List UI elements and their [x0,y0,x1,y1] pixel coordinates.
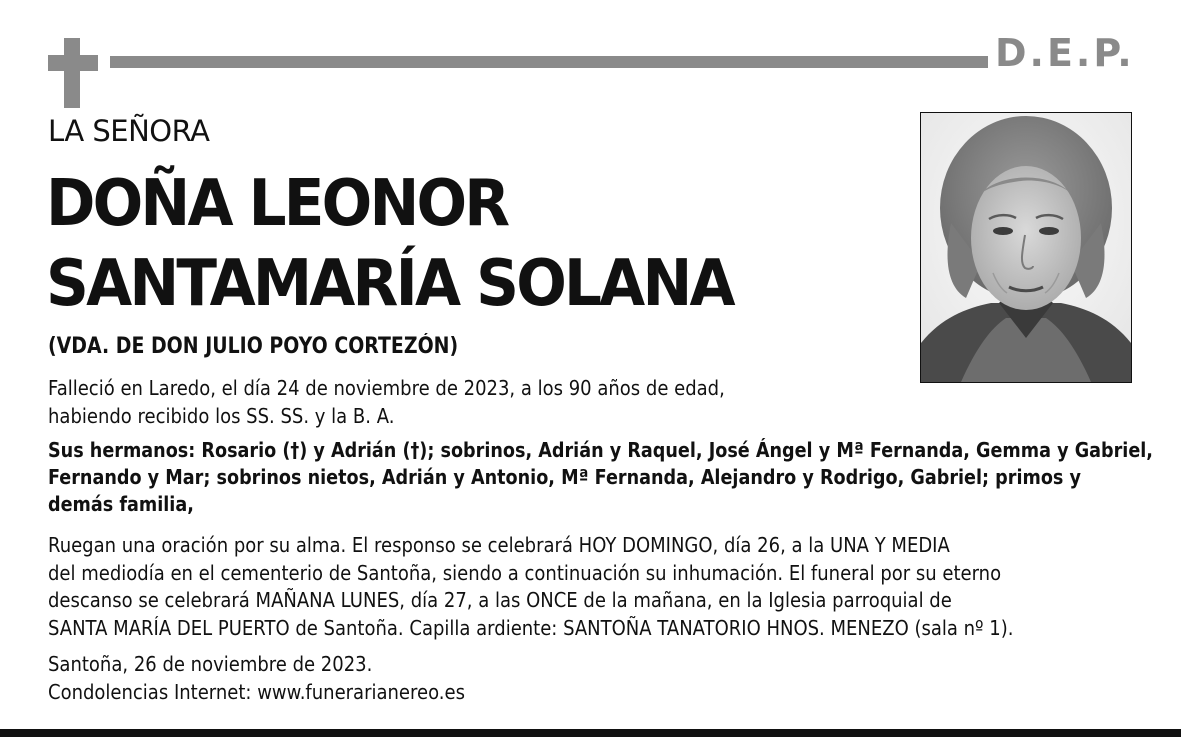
widow-of-line: (VDA. DE DON JULIO POYO CORTEZÓN) [48,334,459,359]
condolences-line: Condolencias Internet: www.funerarianereo.es [48,679,465,704]
dep-label: D.E.P. [995,31,1135,75]
cross-horizontal-bar [48,55,98,71]
service-line: Ruegan una oración por su alma. El responso se celebrará HOY DOMINGO, día 26, a la UNA Y MEDIA [48,533,950,557]
death-paragraph [48,375,725,430]
service-line: del mediodía en el cementerio de Santoña, siendo a continuación su inhumación. El funeral por su eterno [48,560,1002,585]
family-line: demás familia, [48,492,194,516]
family-line: Fernando y Mar; sobrinos nietos, Adrián y Antonio, Mª Fernanda, Alejandro y Rodrigo, Gabriel; primos y [48,465,1081,489]
deceased-name-line-1: DOÑA LEONOR [46,167,508,241]
header-rule [110,56,988,68]
portrait-photo [920,112,1132,383]
honorific: LA SEÑORA [48,114,210,148]
service-line: SANTA MARÍA DEL PUERTO de Santoña. Capilla ardiente: SANTOÑA TANATORIO HNOS. MENEZO (sala nº 1). [48,615,1014,640]
place-date: Santoña, 26 de noviembre de 2023. [48,652,373,676]
service-paragraph [48,532,1013,642]
death-line: Falleció en Laredo, el día 24 de noviembre de 2023, a los 90 años de edad, [48,376,725,400]
service-line: descanso se celebrará MAÑANA LUNES, día 27, a las ONCE de la mañana, en la Iglesia parroquial de [48,588,952,612]
family-line: Sus hermanos: Rosario (†) y Adrián (†); sobrinos, Adrián y Raquel, José Ángel y Mª Fernanda, Gemma y Gabriel, [48,438,1153,462]
death-line: habiendo recibido los SS. SS. y la B. A. [48,403,395,428]
family-paragraph [48,437,1153,518]
portrait-illustration [921,113,1131,382]
closing-paragraph [48,651,465,706]
cross-vertical-bar [64,38,80,108]
deceased-name-line-2: SANTAMARÍA SOLANA [46,247,733,321]
bottom-rule [0,729,1181,737]
